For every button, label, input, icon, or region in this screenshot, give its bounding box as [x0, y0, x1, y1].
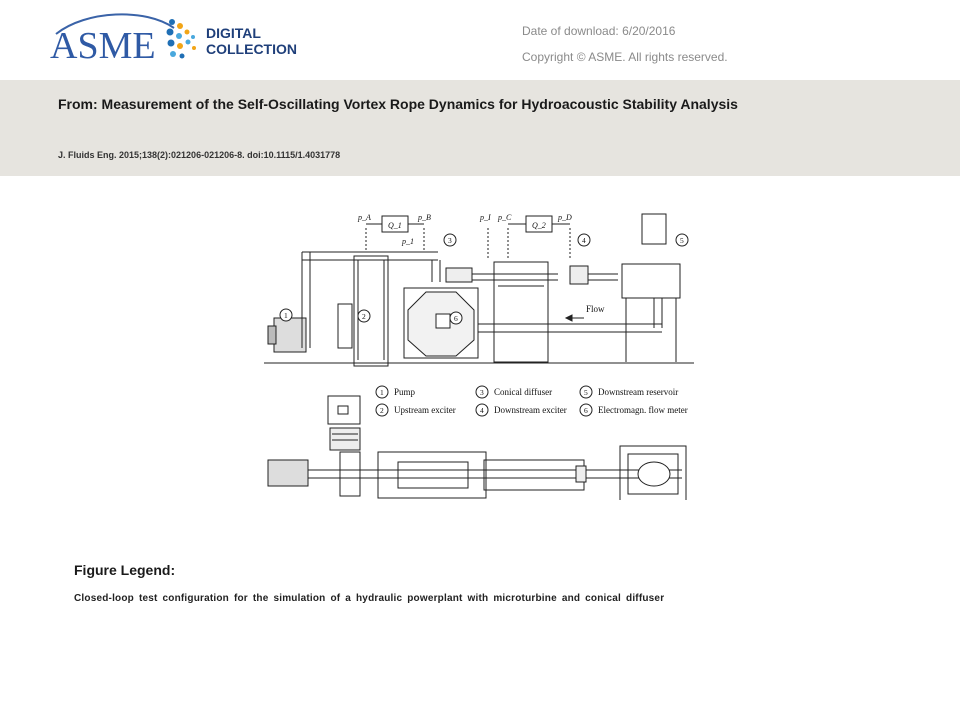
key-item-downstream-reservoir	[580, 386, 678, 398]
callout-4	[578, 234, 590, 246]
callout-2	[358, 310, 370, 322]
svg-text:2: 2	[362, 312, 366, 321]
figure-legend-heading: Figure Legend:	[74, 562, 176, 578]
header	[0, 0, 960, 80]
sensor-label-pb: p_B	[418, 213, 431, 222]
key-item-conical-diffuser	[476, 386, 552, 398]
key-item-downstream-exciter	[476, 404, 567, 416]
sensor-label-p1: p_1	[402, 237, 414, 246]
downstream-flow-meter-sensor	[488, 216, 570, 260]
callout-1	[280, 309, 292, 321]
svg-text:2: 2	[380, 406, 384, 415]
svg-text:Conical diffuser: Conical diffuser	[494, 387, 553, 397]
top-view-pump	[268, 460, 308, 486]
side-view-drawing	[264, 214, 694, 366]
svg-text:5: 5	[680, 236, 684, 245]
sensor-label-pi: p_I	[480, 213, 491, 222]
component-key	[376, 386, 688, 416]
svg-text:Electromagn. flow meter: Electromagn. flow meter	[598, 405, 688, 415]
download-date: Date of download: 6/20/2016	[522, 24, 676, 38]
figure-legend-caption: Closed-loop test configuration for the simulation of a hydraulic powerplant with microturbine and conical diffuser	[74, 593, 665, 604]
svg-text:3: 3	[448, 236, 452, 245]
svg-text:6: 6	[584, 406, 588, 415]
sensor-label-q1: Q_1	[388, 221, 402, 230]
logo-line1-text: DIGITAL	[206, 25, 261, 41]
top-view-downstream-frame	[484, 460, 584, 490]
top-view-diffuser-frame	[378, 452, 486, 498]
sensor-label-pc: p_C	[498, 213, 512, 222]
callout-5	[676, 234, 688, 246]
svg-text:3: 3	[480, 388, 484, 397]
svg-text:Pump: Pump	[394, 387, 416, 397]
svg-text:Downstream reservoir: Downstream reservoir	[598, 387, 679, 397]
svg-text:4: 4	[480, 406, 484, 415]
svg-text:6: 6	[454, 314, 458, 323]
downstream-exciter	[570, 266, 588, 284]
downstream-reservoir	[622, 264, 680, 298]
upstream-exciter-frame	[354, 256, 388, 366]
svg-text:4: 4	[582, 236, 586, 245]
key-item-upstream-exciter	[376, 404, 456, 416]
copyright-text: Copyright © ASME. All rights reserved.	[522, 50, 728, 64]
logo-brand-text: ASME	[50, 25, 156, 67]
asme-logo-graphic	[46, 12, 336, 68]
asme-digital-collection-logo[interactable]	[46, 12, 336, 73]
sensor-label-q2: Q_2	[532, 221, 546, 230]
pump-motor	[274, 318, 306, 352]
article-info-band	[0, 80, 960, 176]
svg-text:5: 5	[584, 388, 588, 397]
article-citation[interactable]: J. Fluids Eng. 2015;138(2):021206-021206-8. doi:10.1115/1.4031778	[58, 150, 341, 160]
figure-image	[258, 200, 702, 505]
svg-text:1: 1	[380, 388, 384, 397]
callout-3	[444, 234, 456, 246]
article-title[interactable]: From: Measurement of the Self-Oscillating Vortex Rope Dynamics for Hydroacoustic Stability Analysis	[58, 96, 738, 112]
flow-label: Flow	[586, 304, 605, 314]
svg-text:Downstream exciter: Downstream exciter	[494, 405, 567, 415]
download-info	[522, 18, 728, 70]
svg-text:Upstream exciter: Upstream exciter	[394, 405, 456, 415]
callout-6	[450, 312, 462, 324]
key-item-flow-meter	[580, 404, 688, 416]
key-item-pump	[376, 386, 416, 398]
sensor-label-pd: p_D	[558, 213, 572, 222]
logo-line2-text: COLLECTION	[206, 41, 297, 57]
sensor-label-pa: p_A	[358, 213, 371, 222]
svg-text:1: 1	[284, 311, 288, 320]
downstream-frame	[494, 262, 548, 362]
